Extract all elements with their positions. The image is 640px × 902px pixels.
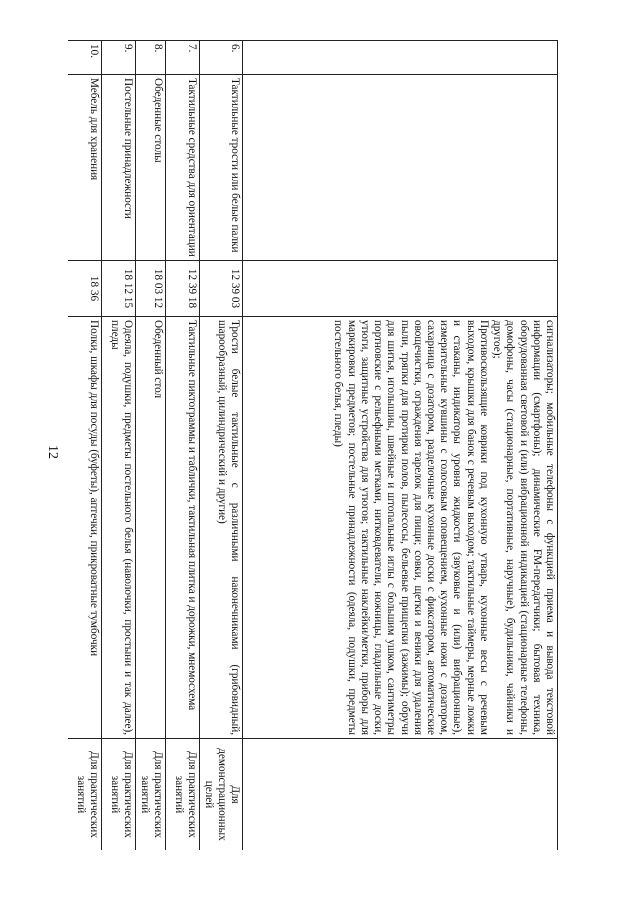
cell-code xyxy=(243,261,558,317)
cell-description: Обеденный стол xyxy=(136,317,166,739)
page-number: 12 xyxy=(45,445,60,459)
cell-name xyxy=(243,75,558,261)
table-row xyxy=(68,41,102,851)
rotated-table-wrapper xyxy=(68,40,558,850)
cell-code: 12 39 18 xyxy=(166,261,200,317)
cell-code: 18 03 12 xyxy=(136,261,166,317)
description-paragraph: сигнализаторы; мобильные телефоны с функцией приема и вывода текстовой информации (смартфоны); динамические FM-передатчики; бытовая техника, оборудованная световой и (или) вибрационной индикацией (стационарные телефоны, домофоны, часы (стационарные, портативные, наручные), будильники, чайники и другое); xyxy=(491,320,556,735)
table-row xyxy=(102,41,136,851)
cell-num: 10. xyxy=(68,41,102,75)
cell-description xyxy=(243,317,558,739)
cell-num: 6. xyxy=(200,41,243,75)
cell-num: 7. xyxy=(166,41,200,75)
cell-num: 9. xyxy=(102,41,136,75)
cell-name: Тактильные средства для ориентации xyxy=(166,75,200,261)
table-row-continuation xyxy=(243,41,558,851)
cell-code: 18 36 xyxy=(68,261,102,317)
table-row xyxy=(200,41,243,851)
cell-use: Для практических занятий xyxy=(166,739,200,851)
cell-name: Тактильные трости или белые палки xyxy=(200,75,243,261)
cell-name: Мебель для хранения xyxy=(68,75,102,261)
rotated-table-area xyxy=(68,40,558,850)
cell-use: Для практических занятий xyxy=(136,739,166,851)
equipment-table xyxy=(68,40,558,850)
cell-description: Полки, шкафы для посуды (буфеты), аптечки, прикроватные тумбочки xyxy=(68,317,102,739)
table-row xyxy=(136,41,166,851)
cell-code: 12 39 03 xyxy=(200,261,243,317)
cell-use: Для практических занятий xyxy=(68,739,102,851)
cell-use: Для практических занятий xyxy=(102,739,136,851)
cell-use xyxy=(243,739,558,851)
cell-name: Постельные принадлежности xyxy=(102,75,136,261)
table-row xyxy=(166,41,200,851)
cell-num: 8. xyxy=(136,41,166,75)
description-paragraph: Противоскользящие коврики под кухонную утварь, кухонные весы с речевым выходом, крышки для банок с речевым выходом; тактильные таймеры, мерные ложки и стаканы, индикаторы уровня жидкости (звуковые и (или) вибрационные), измерительные кувшины с голосовым оповещением, кухонные ножи с дозатором, сахарница с дозатором, разделочные кухонные доски с фиксатором, автоматические овощечистки, ограждения тарелок для пищи; совки, щетки и веники для удаления пыли, тряпки для протирки полов, пылесосы, бельевые прищепки (зажимы); обручи для шитья, иголышиы, швейные и штопальные иглы с большим ушком, сантиметры портновские с рельефными метками, нитковдеватели, ножницы, гладильные доски, утюги, защитные устройства для утюгов; тактильные наклейки/метки, приборы для маркировки предметов; постельные принадлежности (одеяла, подушки, предметы постельного белья, пледы) xyxy=(332,320,490,735)
cell-name: Обеденные столы xyxy=(136,75,166,261)
cell-description: Тактильные пиктограммы и таблички, тактильная плитка и дорожки, мнемосхема xyxy=(166,317,200,739)
cell-num xyxy=(243,41,558,75)
cell-code: 18 12 15 xyxy=(102,261,136,317)
cell-description: Трости белые тактильные с различными наконечниками (грибовидный, шарообразный, цилиндрический и другие) xyxy=(200,317,243,739)
cell-description: Одеяла, подушки, предметы постельного белья (наволочки, простыни и так далее), пледы xyxy=(102,317,136,739)
cell-use: Для демонстрационных целей xyxy=(200,739,243,851)
